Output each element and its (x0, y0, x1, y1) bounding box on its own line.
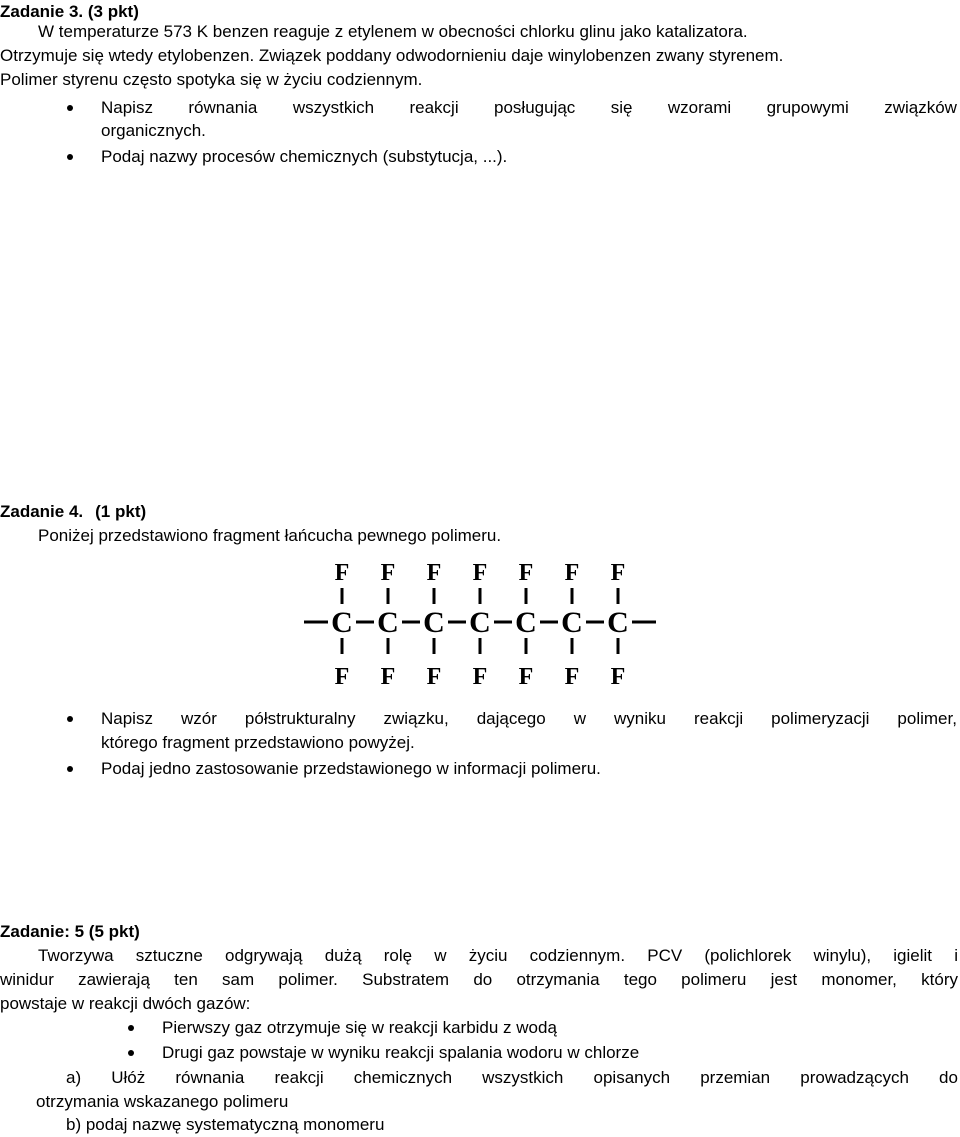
bullet-icon (128, 1050, 134, 1056)
task4-heading: Zadanie 4. (1 pkt) (0, 502, 147, 521)
task5-item-a: a) Ułóż równania reakcji chemicznych wszystkich opisanych przemian prowadzących do (66, 1068, 958, 1087)
task3-intro-line-2: Otrzymuje się wtedy etylobenzen. Związek poddany odwodornieniu daje winylobenzen zwany styrenem. (0, 46, 784, 65)
top-f-atom-7: F (610, 560, 626, 586)
polymer-fragment-structure (300, 556, 660, 688)
bullet-icon (128, 1025, 134, 1031)
bottom-f-atom-3: F (426, 664, 442, 688)
bottom-f-atom-5: F (518, 664, 534, 688)
task4-bullet-1-cont: którego fragment przedstawiono powyżej. (101, 733, 415, 752)
bullet-icon (67, 154, 73, 160)
top-f-atom-4: F (472, 560, 488, 586)
bottom-f-atom-7: F (610, 664, 626, 688)
backbone-c-atom-1: C (331, 606, 353, 639)
task3-bullet-1-cont: organicznych. (101, 121, 206, 140)
task5-heading: Zadanie: 5 (5 pkt) (0, 922, 140, 941)
bullet-icon (67, 716, 73, 722)
task5-line-3: powstaje w reakcji dwóch gazów: (0, 994, 251, 1013)
backbone-c-atom-2: C (377, 606, 399, 639)
top-f-atom-2: F (380, 560, 396, 586)
task5-bullet-1: Pierwszy gaz otrzymuje się w reakcji karbidu z wodą (162, 1018, 557, 1037)
task3-bullet-1: Napisz równania wszystkich reakcji posługując się wzorami grupowymi związków (101, 98, 957, 117)
bottom-f-atom-4: F (472, 664, 488, 688)
bullet-icon (67, 105, 73, 111)
task3-intro-line-1: W temperaturze 573 K benzen reaguje z etylenem w obecności chlorku glinu jako katalizatora. (38, 22, 748, 41)
task5-bullet-2: Drugi gaz powstaje w wyniku reakcji spalania wodoru w chlorze (162, 1043, 640, 1062)
task5-item-b: b) podaj nazwę systematyczną monomeru (66, 1115, 385, 1134)
backbone-c-atom-7: C (607, 606, 629, 639)
task5-line-2: winidur zawierają ten sam polimer. Substratem do otrzymania tego polimeru jest monomer, który (0, 970, 958, 989)
top-f-atom-6: F (564, 560, 580, 586)
backbone-c-atom-6: C (561, 606, 583, 639)
task5-line-1: Tworzywa sztuczne odgrywają dużą rolę w życiu codziennym. PCV (polichlorek winylu), igielit i (38, 946, 958, 965)
task4-bullet-2: Podaj jedno zastosowanie przedstawionego w informacji polimeru. (101, 759, 601, 778)
task4-bullet-1: Napisz wzór półstrukturalny związku, dającego w wyniku reakcji polimeryzacji polimer, (101, 709, 957, 728)
backbone-c-atom-5: C (515, 606, 537, 639)
backbone-c-atom-4: C (469, 606, 491, 639)
backbone-c-atom-3: C (423, 606, 445, 639)
bottom-f-atom-1: F (334, 664, 350, 688)
task3-intro-line-3: Polimer styrenu często spotyka się w życiu codziennym. (0, 70, 423, 89)
task5-item-a-cont: otrzymania wskazanego polimeru (36, 1092, 289, 1111)
task3-bullet-2: Podaj nazwy procesów chemicznych (substytucja, ...). (101, 147, 508, 166)
top-f-atom-3: F (426, 560, 442, 586)
task4-intro: Poniżej przedstawiono fragment łańcucha pewnego polimeru. (38, 526, 502, 545)
task3-heading: Zadanie 3. (3 pkt) (0, 2, 139, 21)
top-f-atom-1: F (334, 560, 350, 586)
bottom-f-atom-6: F (564, 664, 580, 688)
top-f-atom-5: F (518, 560, 534, 586)
bottom-f-atom-2: F (380, 664, 396, 688)
bullet-icon (67, 766, 73, 772)
